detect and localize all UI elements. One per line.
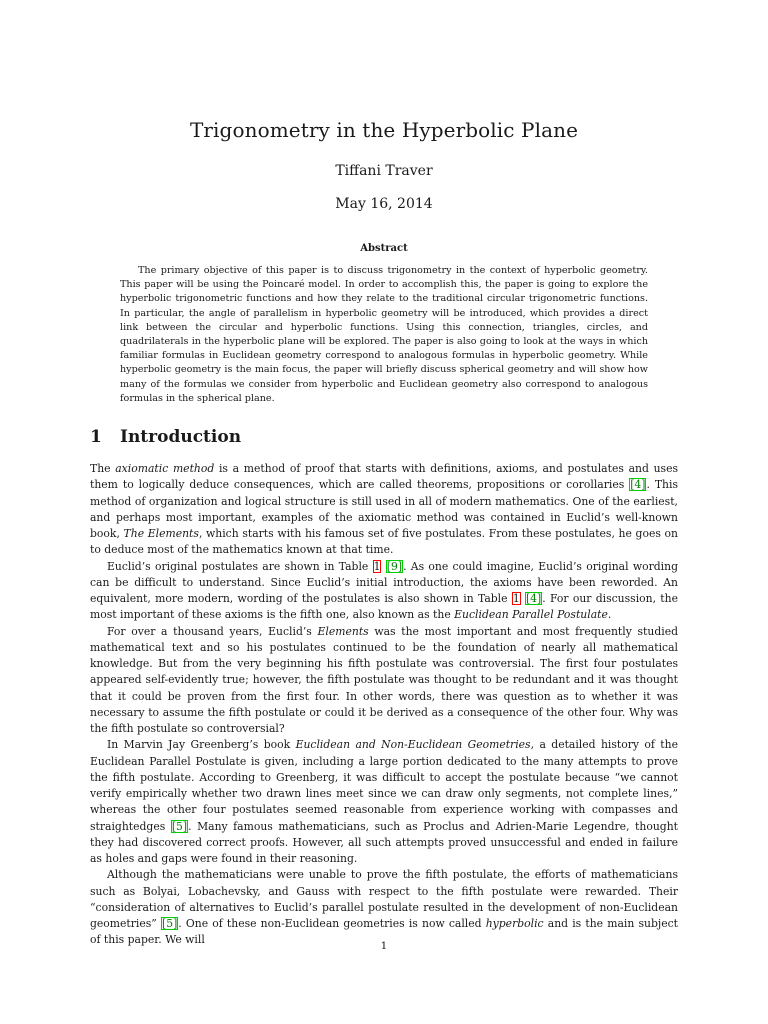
paper-title: Trigonometry in the Hyperbolic Plane: [189, 118, 579, 142]
page-number: 1: [380, 940, 388, 952]
paragraph-3: [90, 624, 678, 738]
text-run: and is the main subject of this paper. We will: [90, 917, 679, 947]
citation-link[interactable]: [9]: [386, 559, 403, 573]
abstract-text: The primary objective of this paper is to discuss trigonometry in the context of hyperbolic geometry. This paper will be using the Poincaré model. In order to accomplish this, the paper is going to explore the hyperbolic trigonometric functions and how they relate to the traditional circular trigonometric functions. In particular, the angle of parallelism in hyperbolic geometry will be introduced, which provides a direct link between the circular and hyperbolic functions. Using this connection, triangles, circles, and quadrilaterals in the hyperbolic plane will be explored. The paper is also going to look at the ways in which familiar formulas in Euclidean geometry correspond to analogous formulas in hyperbolic geometry. While hyperbolic geometry is the main focus, the paper will briefly discuss spherical geometry and will show how many of the formulas we consider from hyperbolic and Euclidean geometry also correspond to analogous formulas in the spherical plane.: [120, 265, 648, 404]
emphasis: hyperbolic: [485, 917, 544, 930]
text-run: For over a thousand years, Euclid’s: [107, 624, 318, 638]
text-run: In Marvin Jay Greenberg’s book: [107, 738, 296, 752]
section-title: Introduction: [120, 427, 242, 447]
text-run: . One of these non-Euclidean geometries is now called: [178, 917, 486, 930]
text-run: .: [607, 608, 612, 622]
text-run: , a detailed history of the Euclidean Parallel Postulate is given, including a large portion dedicated to the many attempts to prove the fifth postulate. According to Greenberg, it was difficult to accept the postulate because “we cannot verify empirically whether two drawn lines meet since we can draw only segments, not complete lines,” whereas the other four postulates seemed reasonable from experience working with compasses and straightedges: [90, 738, 678, 833]
paragraph-5: [90, 867, 678, 948]
text-run: . This method of organization and logical structure is still used in all of modern mathematics. One of the earliest, and perhaps most important, examples of the axiomatic method was contained in Euclid’s well-known book,: [90, 478, 678, 540]
text-run: Euclid’s original postulates are shown in Table: [107, 559, 373, 573]
emphasis: Euclidean Parallel Postulate: [454, 608, 608, 622]
section-number: 1: [90, 427, 102, 447]
text-run: , which starts with his famous set of five postulates. From these postulates, he goes on to deduce most of the mathematics known at that time.: [90, 527, 678, 557]
paragraph-2: [90, 559, 678, 624]
citation-link[interactable]: [5]: [171, 819, 188, 833]
abstract-heading: Abstract: [360, 243, 408, 254]
text-run: . For our discussion, the most important of these axioms is the fifth one, also known as the: [90, 592, 678, 622]
text-run: . Many famous mathematicians, such as Proclus and Adrien-Marie Legendre, thought they had discovered correct proofs. However, all such attempts proved unsuccessful and ended in failure as holes and gaps were found in their reasoning.: [90, 819, 678, 865]
citation-link[interactable]: [5]: [162, 917, 178, 930]
text-run: was the most important and most frequently studied mathematical text and so his postulates continued to be the foundation of nearly all mathematical knowledge. But from the very beginning his fifth postulate was controversial. The first four postulates appeared self-evidently true; however, the fifth postulate was thought to be redundant and it was thought that it could be proven from the first four. In other words, there was question as to whether it was necessary to assume the fifth postulate or could it be derived as a consequence of the other four. Why was the fifth postulate so controversial?: [90, 624, 678, 735]
author-name: Tiffani Traver: [335, 163, 433, 179]
emphasis: The Elements: [123, 527, 199, 540]
text-run: . As one could imagine, Euclid’s original wording can be difficult to understand. Since Euclid’s initial introduction, the axioms have been reworded. An equivalent, more modern, wording of the postulates is also shown in Table: [90, 559, 678, 605]
citation-link[interactable]: [4]: [630, 478, 646, 492]
emphasis: axiomatic method: [115, 462, 215, 475]
paper-date: May 16, 2014: [335, 196, 433, 212]
section-heading: [90, 427, 241, 447]
table-link[interactable]: 1: [373, 559, 381, 573]
paragraph-4: [90, 737, 678, 867]
emphasis: Elements: [317, 624, 369, 638]
text-run: Although the mathematicians were unable to prove the fifth postulate, the efforts of mathematicians such as Bolyai, Lobachevsky, and Gauss with respect to the fifth postulate were rewarded. Their “consideration of alternatives to Euclid’s parallel postulate resulted in the development of non-Euclidean geometries”: [90, 868, 678, 930]
text-run: is a method of proof that starts with definitions, axioms, and postulates and uses them to logically deduce consequences, which are called theorems, propositions or corollaries: [90, 462, 679, 492]
citation-link[interactable]: [4]: [525, 592, 542, 605]
table-link[interactable]: 1: [512, 592, 520, 605]
emphasis: Euclidean and Non-Euclidean Geometries: [295, 738, 531, 752]
text-run: The: [90, 462, 116, 475]
paragraph-1: [90, 461, 678, 559]
body-text: [90, 461, 678, 949]
